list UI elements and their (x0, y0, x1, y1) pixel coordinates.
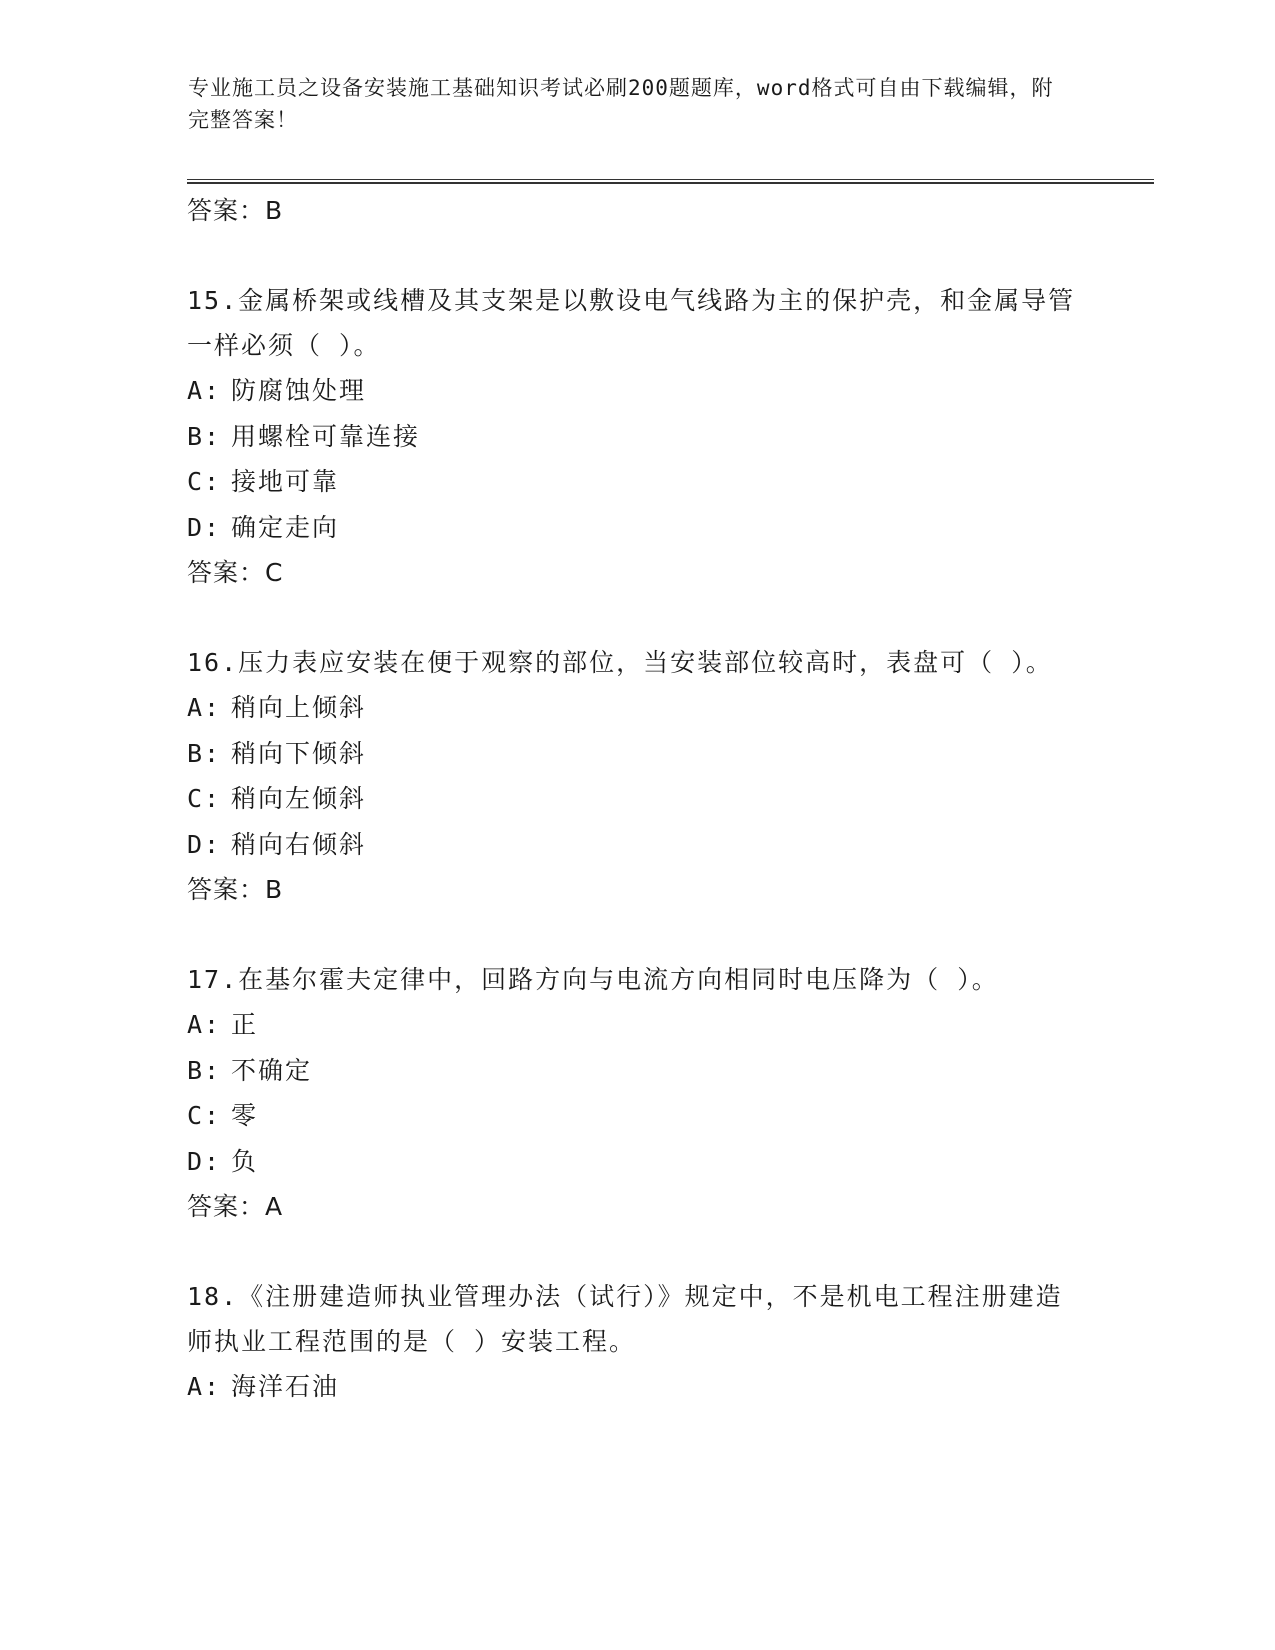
option-text: 接地可靠 (231, 467, 340, 496)
option-b (187, 1048, 1087, 1094)
option-a (187, 368, 1087, 414)
answer-line: 答案：B (187, 875, 284, 904)
option-letter: A: (187, 1010, 222, 1039)
option-letter: A: (187, 376, 222, 405)
option-d (187, 822, 1087, 868)
option-text: 稍向右倾斜 (231, 829, 367, 859)
option-letter: A: (187, 1372, 222, 1401)
page-header (188, 72, 1068, 136)
question-text: 18.《注册建造师执业管理办法（试行）》规定中，不是机电工程注册建造师执业工程范围的是（ ）安装工程。 (187, 1282, 1063, 1356)
option-letter: C: (187, 467, 222, 496)
option-c (187, 1093, 1087, 1139)
document-title: 专业施工员之设备安装施工基础知识考试必刷200题题库，word格式可自由下载编辑，附完整答案！ (188, 76, 1054, 132)
option-letter: A: (187, 693, 222, 722)
option-a (187, 685, 1087, 731)
option-letter: B: (187, 738, 222, 768)
option-text: 零 (231, 1101, 259, 1130)
option-d (187, 505, 1087, 551)
question-17 (187, 957, 1087, 1230)
option-letter: D: (187, 512, 222, 542)
option-text: 稍向左倾斜 (231, 784, 367, 813)
option-c (187, 459, 1087, 505)
option-text: 稍向上倾斜 (231, 693, 367, 722)
header-divider (187, 179, 1154, 184)
answer-line: 答案：B (187, 196, 284, 225)
option-c (187, 776, 1087, 822)
question-16 (187, 640, 1087, 913)
option-b (187, 731, 1087, 777)
option-text: 负 (231, 1146, 259, 1176)
option-letter: C: (187, 1101, 222, 1130)
question-text: 16.压力表应安装在便于观察的部位，当安装部位较高时，表盘可（ ）。 (187, 648, 1053, 677)
option-text: 不确定 (231, 1055, 313, 1085)
option-text: 用螺栓可靠连接 (231, 421, 421, 451)
question-18 (187, 1274, 1087, 1410)
option-a (187, 1002, 1087, 1048)
option-letter: D: (187, 829, 222, 859)
option-d (187, 1139, 1087, 1185)
option-b (187, 414, 1087, 460)
question-list (187, 188, 1087, 1410)
option-letter: B: (187, 1055, 222, 1085)
option-letter: B: (187, 421, 222, 451)
question-text: 17.在基尔霍夫定律中，回路方向与电流方向相同时电压降为（ ）。 (187, 965, 999, 994)
answer-line: 答案：C (187, 558, 284, 587)
option-text: 正 (231, 1010, 259, 1039)
answer-line: 答案：A (187, 1192, 284, 1221)
question-text: 15.金属桥架或线槽及其支架是以敷设电气线路为主的保护壳，和金属导管一样必须（ ）。 (187, 286, 1076, 360)
option-letter: C: (187, 784, 222, 813)
question-15 (187, 278, 1087, 596)
option-text: 防腐蚀处理 (231, 376, 367, 405)
option-a (187, 1364, 1087, 1410)
option-text: 稍向下倾斜 (231, 738, 367, 768)
option-text: 确定走向 (231, 512, 340, 542)
option-letter: D: (187, 1146, 222, 1176)
option-text: 海洋石油 (231, 1372, 340, 1401)
